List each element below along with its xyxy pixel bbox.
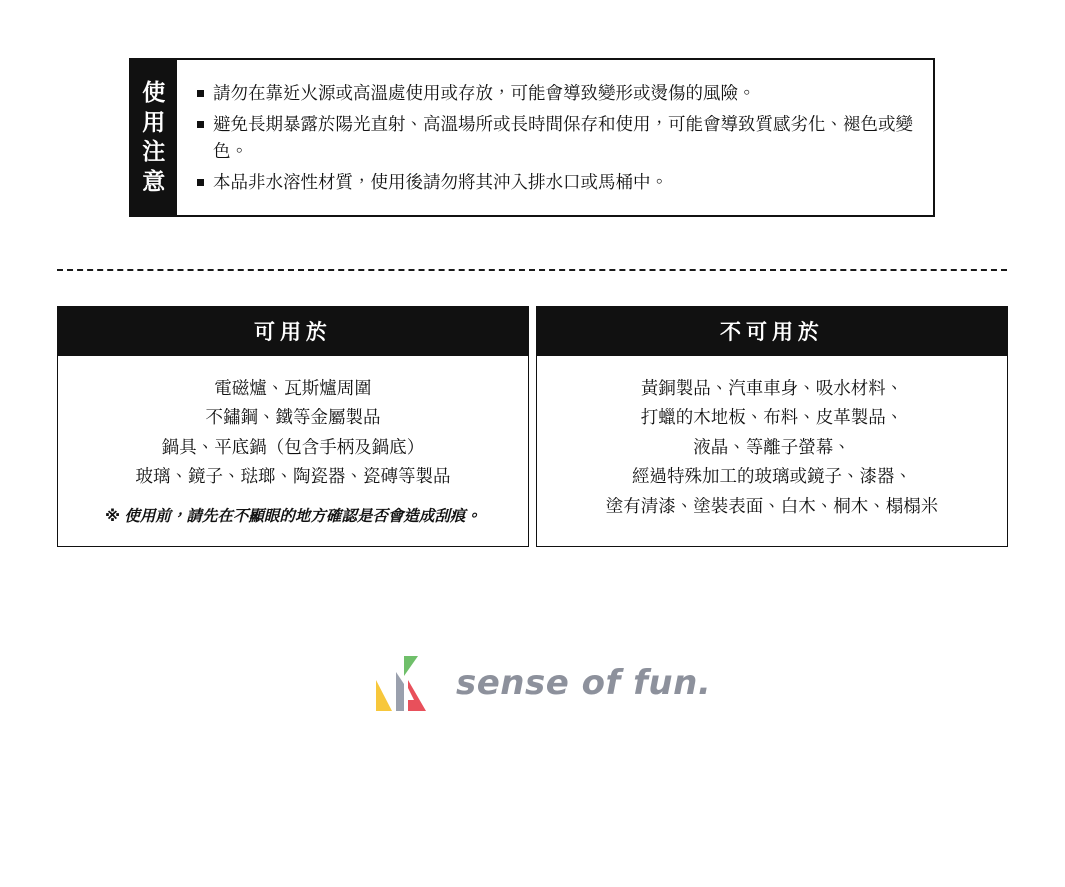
square-bullet-icon [197, 179, 204, 186]
usable-on-table [57, 306, 529, 547]
not-usable-on-table [536, 306, 1008, 547]
square-bullet-icon [197, 121, 204, 128]
usage-notice-list [177, 60, 933, 215]
usage-notice-item [197, 169, 917, 196]
usable-on-note: ※ 使用前，請先在不顯眼的地方確認是否會造成刮痕。 [105, 507, 481, 525]
usage-notice-item [197, 111, 917, 165]
usage-tables [57, 306, 1008, 547]
usage-notice-block [129, 58, 935, 217]
usage-notice-label-char-4: 意 [142, 167, 166, 194]
not-usable-on-table-title: 不可用於 [537, 307, 1007, 356]
usage-notice-item-text: 本品非水溶性材質，使用後請勿將其沖入排水口或馬桶中。 [213, 172, 668, 193]
not-usable-on-row: 黃銅製品、汽車車身、吸水材料、 [640, 378, 904, 398]
dashed-divider [57, 269, 1007, 271]
usage-notice-label-char-3: 注 [142, 138, 166, 165]
usage-notice-label-char-2: 用 [142, 108, 166, 135]
square-bullet-icon [197, 90, 204, 97]
not-usable-on-row: 塗有清漆、塗裝表面、白木、桐木、榻榻米 [605, 495, 939, 516]
not-usable-on-row: 打蠟的木地板、布料、皮革製品、 [640, 407, 904, 428]
not-usable-on-row: 液晶、等離子螢幕、 [693, 436, 851, 457]
usage-notice-item-text: 請勿在靠近火源或高溫處使用或存放，可能會導致變形或燙傷的風險。 [213, 83, 756, 103]
usage-notice-label [131, 60, 177, 215]
usage-notice-item-text: 避免長期暴露於陽光直射、高溫場所或長時間保存和使用，可能會導致質感劣化、褪色或變色。 [213, 114, 913, 162]
usage-notice-label-char-1: 使 [142, 79, 166, 106]
usage-notice-item [197, 80, 917, 107]
brand-logo [374, 650, 712, 716]
usable-on-table-title: 可用於 [58, 307, 528, 356]
usable-on-row: 電磁爐、瓦斯爐周圍 [214, 378, 372, 398]
usable-on-table-body [58, 356, 528, 546]
usable-on-row: 鍋具、平底鍋（包含手柄及鍋底） [161, 436, 425, 457]
not-usable-on-row: 經過特殊加工的玻璃或鏡子、漆器、 [632, 466, 912, 487]
usable-on-row: 玻璃、鏡子、琺瑯、陶瓷器、瓷磚等製品 [135, 466, 451, 487]
sense-of-fun-logo-mark [374, 654, 440, 712]
not-usable-on-table-body [537, 356, 1007, 537]
usable-on-row: 不鏽鋼、鐵等金屬製品 [205, 407, 381, 428]
brand-logo-text: sense of fun. [456, 663, 712, 703]
